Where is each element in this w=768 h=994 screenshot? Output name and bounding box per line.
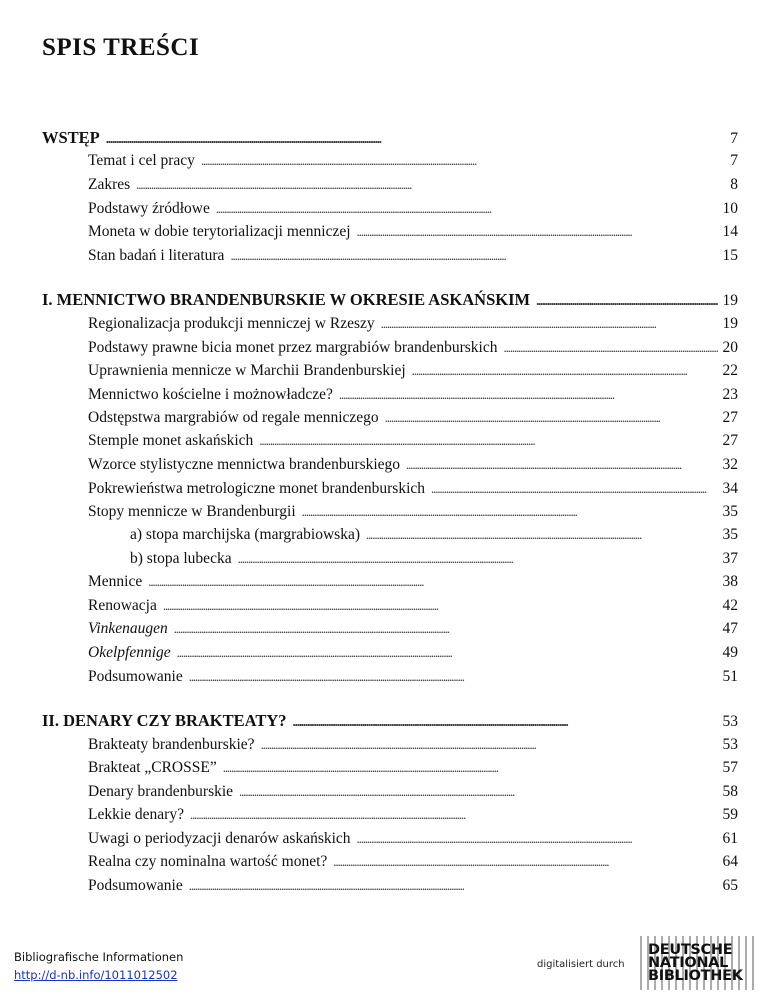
toc-entry [88, 222, 738, 242]
page-title: SPIS TREŚCI [42, 34, 200, 61]
toc-leader-dots [412, 361, 718, 381]
toc-entry-label: Stemple monet askańskich [88, 432, 254, 449]
toc-entry [88, 596, 738, 616]
toc-entry-page: 65 [722, 877, 738, 894]
toc-entry [88, 455, 738, 475]
toc-entry-label: Podstawy źródłowe [88, 200, 210, 217]
dnb-logo-text [648, 944, 743, 983]
toc-entry-label: Podsumowanie [88, 668, 183, 685]
toc-entry-page: 27 [722, 432, 738, 449]
toc-entry-label: Realna czy nominalna wartość monet? [88, 853, 328, 870]
bibliographic-info [14, 948, 183, 984]
toc-entry [88, 361, 738, 381]
toc-entry-label: Odstępstwa margrabiów od regale menniczego [88, 409, 379, 426]
toc-section [42, 128, 738, 149]
toc-leader-dots [136, 175, 718, 195]
toc-entry-label: Stopy mennicze w Brandenburgii [88, 503, 296, 520]
toc-entry-page: 47 [722, 620, 738, 637]
toc-leader-dots [189, 876, 718, 896]
toc-entry [88, 408, 738, 428]
dnb-logo [640, 936, 755, 990]
toc-entry-page: 23 [722, 386, 738, 403]
toc-entry-label: Denary brandenburskie [88, 783, 234, 800]
toc-leader-dots [381, 314, 718, 334]
toc-entry-page: 61 [722, 830, 738, 847]
toc-entry-page: 19 [722, 315, 738, 332]
toc-entry-label: Zakres [88, 176, 131, 193]
toc-entry-label: Podsumowanie [88, 877, 183, 894]
toc-entry-label: Brakteaty brandenburskie? [88, 736, 255, 753]
toc-entry [88, 735, 738, 755]
toc-entry-page: 8 [730, 176, 738, 193]
toc-entry [88, 782, 738, 802]
toc-entry-label: Temat i cel pracy [88, 152, 195, 169]
toc-entry-page: 22 [722, 362, 738, 379]
toc-entry [88, 385, 738, 405]
dnb-logo-line: NATIONAL [648, 955, 729, 971]
toc-leader-dots [177, 643, 718, 663]
toc-entry-page: 20 [722, 339, 738, 356]
toc-entry [88, 852, 738, 872]
dnb-logo-line: DEUTSCHE [648, 942, 733, 958]
toc-entry [88, 619, 738, 639]
toc-entry [88, 199, 738, 219]
toc-entry-label: Vinkenaugen [88, 620, 168, 637]
toc-entry-page: 35 [722, 526, 738, 543]
toc-leader-dots [431, 479, 718, 499]
toc-entry-page: 53 [722, 736, 738, 753]
toc-entry-label: a) stopa marchijska (margrabiowska) [130, 526, 360, 543]
bibliographic-info-link[interactable]: http://d-nb.info/1011012502 [14, 968, 178, 982]
toc-entry-page: 59 [722, 806, 738, 823]
toc-entry [130, 525, 738, 545]
toc-leader-dots [366, 525, 718, 545]
toc-entry-page: 34 [722, 480, 738, 497]
toc-entry-label: b) stopa lubecka [130, 550, 232, 567]
bibliographic-info-label: Bibliografische Informationen [14, 950, 184, 964]
toc-entry-label: II. DENARY CZY BRAKTEATY? [42, 711, 287, 730]
toc-leader-dots [106, 128, 718, 149]
toc-leader-dots [163, 596, 718, 616]
toc-leader-dots [259, 431, 718, 451]
toc-entry [88, 151, 738, 171]
toc-entry-page: 10 [722, 200, 738, 217]
toc-entry-label: Pokrewieństwa metrologiczne monet brandenburskich [88, 480, 426, 497]
toc-entry-label: Brakteat „CROSSE” [88, 759, 217, 776]
toc-entry [88, 805, 738, 825]
toc-leader-dots [230, 246, 718, 266]
toc-leader-dots [189, 667, 718, 687]
toc-leader-dots [148, 572, 718, 592]
toc-leader-dots [333, 852, 718, 872]
toc-entry [88, 829, 738, 849]
toc-entry-label: Uwagi o periodyzacji denarów askańskich [88, 830, 351, 847]
toc-entry-page: 7 [730, 130, 738, 147]
toc-entry-page: 64 [722, 853, 738, 870]
toc-entry [88, 502, 738, 522]
toc-entry-label: Lekkie denary? [88, 806, 184, 823]
toc-entry-label: I. MENNICTWO BRANDENBURSKIE W OKRESIE ASKAŃSKIM [42, 290, 531, 309]
toc-leader-dots [261, 735, 718, 755]
toc-entry-label: Renowacja [88, 597, 157, 614]
toc-entry [88, 246, 738, 266]
toc-leader-dots [174, 619, 718, 639]
toc-entry-page: 27 [722, 409, 738, 426]
toc-leader-dots [293, 711, 718, 732]
toc-entry-label: Moneta w dobie terytorializacji menniczej [88, 223, 351, 240]
toc-entry [88, 314, 738, 334]
toc-entry-label: Uprawnienia mennicze w Marchii Brandenburskiej [88, 362, 406, 379]
toc-entry [88, 758, 738, 778]
toc-entry [130, 549, 738, 569]
dnb-logo-line: BIBLIOTHEK [648, 968, 743, 984]
toc-entry-label: Mennice [88, 573, 143, 590]
digitalized-by-label: digitalisiert durch [537, 959, 625, 970]
toc-leader-dots [536, 290, 718, 311]
toc-leader-dots [503, 338, 718, 358]
toc-entry-page: 15 [722, 247, 738, 264]
toc-leader-dots [201, 151, 718, 171]
toc-entry-label: Regionalizacja produkcji menniczej w Rzeszy [88, 315, 375, 332]
toc-entry-page: 49 [722, 644, 738, 661]
toc-entry-page: 7 [730, 152, 738, 169]
toc-entry [88, 175, 738, 195]
toc-leader-dots [239, 782, 718, 802]
toc-entry-label: WSTĘP [42, 128, 100, 147]
toc-entry [88, 479, 738, 499]
toc-leader-dots [406, 455, 718, 475]
toc-leader-dots [385, 408, 718, 428]
toc-entry-page: 42 [722, 597, 738, 614]
toc-entry-label: Mennictwo kościelne i możnowładcze? [88, 386, 333, 403]
toc-entry-page: 38 [722, 573, 738, 590]
toc-entry-page: 35 [722, 503, 738, 520]
toc-entry-label: Podstawy prawne bicia monet przez margrabiów brandenburskich [88, 339, 498, 356]
toc-entry-page: 37 [722, 550, 738, 567]
toc-entry [88, 431, 738, 451]
toc-entry [88, 876, 738, 896]
toc-leader-dots [357, 222, 718, 242]
toc-leader-dots [357, 829, 718, 849]
toc-entry [88, 667, 738, 687]
toc-entry [88, 338, 738, 358]
toc-entry-page: 19 [722, 292, 738, 309]
toc-entry-page: 14 [722, 223, 738, 240]
toc-entry-label: Okelpfennige [88, 644, 171, 661]
toc-entry-page: 53 [722, 713, 738, 730]
toc-section [42, 290, 738, 311]
toc-entry-page: 51 [722, 668, 738, 685]
toc-section [42, 711, 738, 732]
toc-leader-dots [238, 549, 718, 569]
toc-leader-dots [339, 385, 718, 405]
toc-leader-dots [216, 199, 718, 219]
toc-entry [88, 572, 738, 592]
toc-entry-page: 57 [722, 759, 738, 776]
toc-leader-dots [223, 758, 718, 778]
toc-entry-label: Stan badań i literatura [88, 247, 225, 264]
toc-entry-label: Wzorce stylistyczne mennictwa brandenburskiego [88, 456, 401, 473]
toc-entry [88, 643, 738, 663]
toc-entry-page: 32 [722, 456, 738, 473]
toc-leader-dots [190, 805, 718, 825]
toc-entry-page: 58 [722, 783, 738, 800]
toc-leader-dots [302, 502, 718, 522]
